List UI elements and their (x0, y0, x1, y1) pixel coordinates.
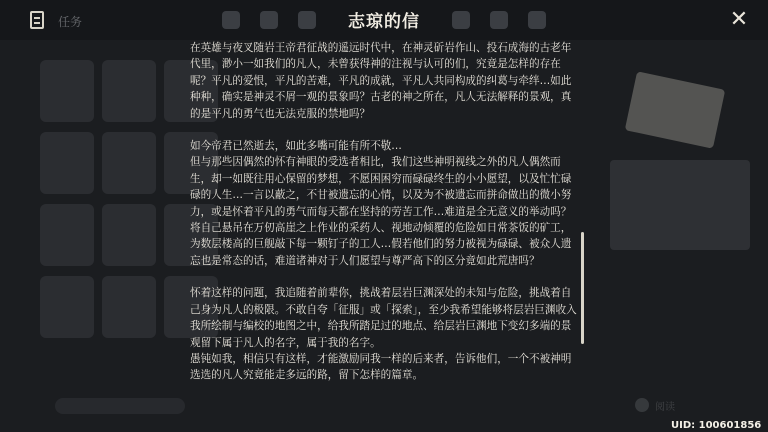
background-tab-label: 任务 (58, 15, 83, 29)
letter-paragraph: 但与那些因偶然的怀有神眼的受选者相比，我们这些神明视线之外的凡人偶然而生，却一如既往用心保留的梦想，不愿困困穷而碌碌终生的小小愿望，以及忙忙碌碌的人生…一言以蔽之，不甘被遗忘的心情，以及为不被遗忘而拼命做出的微小努力，或是怀着平凡的勇气而每天都在坚持的劳苦工作…难道是全无意义的举动吗？ (190, 156, 572, 218)
background-item-preview (610, 60, 750, 280)
read-button-icon (635, 398, 649, 412)
letter-paragraph: 如今帝君已然逝去，如此多嘴可能有所不敬… (190, 140, 402, 153)
letter-paragraph: 将自己悬吊在万仞高崖之上作业的采药人、视地动倾覆的危险如日常茶饭的矿工，为数层楼高的巨舰敲下每一颗钉子的工人…假若他们的努力被视为碌碌、被众人遗忘也是常态的话，难道诸神对于人们愿望与尊严高下的区分竟如此荒唐吗？ (190, 222, 572, 267)
letter-paragraph: 愚钝如我，相信只有这样，才能激励同我一样的后来者，告诉他们，一个不被神明选选的凡人究竟能走多远的路，留下怎样的篇章。 (190, 352, 572, 382)
read-button-label: 阅读 (655, 402, 675, 413)
background-bottom-control (55, 398, 185, 414)
letter-paragraph: 怀着这样的问题，我追随着前辈你，挑战着层岩巨渊深处的未知与危险，挑战着自己身为凡人的极限。不敢自夸「征服」或「探索」，至少我希望能够将层岩巨渊收入我所绘制与编校的地图之中，给我所踏足过的地点、给层岩巨渊地下变幻多端的景观留下属于凡人的名字，属于我的名字。 (190, 287, 577, 349)
letter-title: 志琼的信 (348, 12, 420, 32)
letter-body[interactable] (190, 40, 580, 420)
uid-label: UID: 100601856 (671, 420, 762, 431)
background-read-button (635, 398, 685, 414)
paragraph-gap (190, 122, 580, 138)
letter-paragraph: 在英雄与夜叉随岩王帝君征战的遥远时代中，在神灵斫岩作山、投石成海的古老年代里，渺小一如我们的凡人，未曾获得神的注视与认可的们，究竟是怎样的存在呢？平凡的爱恨，平凡的苦难，平凡的成就，平凡人共同构成的纠葛与牵绊…如此种种，确实是神灵不屑一观的景象吗？古老的神之所在，凡人无法解释的景观，真的是平凡的勇气也无法克服的禁地吗？ (190, 42, 572, 120)
letter-scrollbar[interactable] (581, 232, 584, 344)
close-icon[interactable]: ✕ (729, 7, 749, 32)
paragraph-gap (190, 269, 580, 285)
background-item-grid (40, 60, 190, 400)
